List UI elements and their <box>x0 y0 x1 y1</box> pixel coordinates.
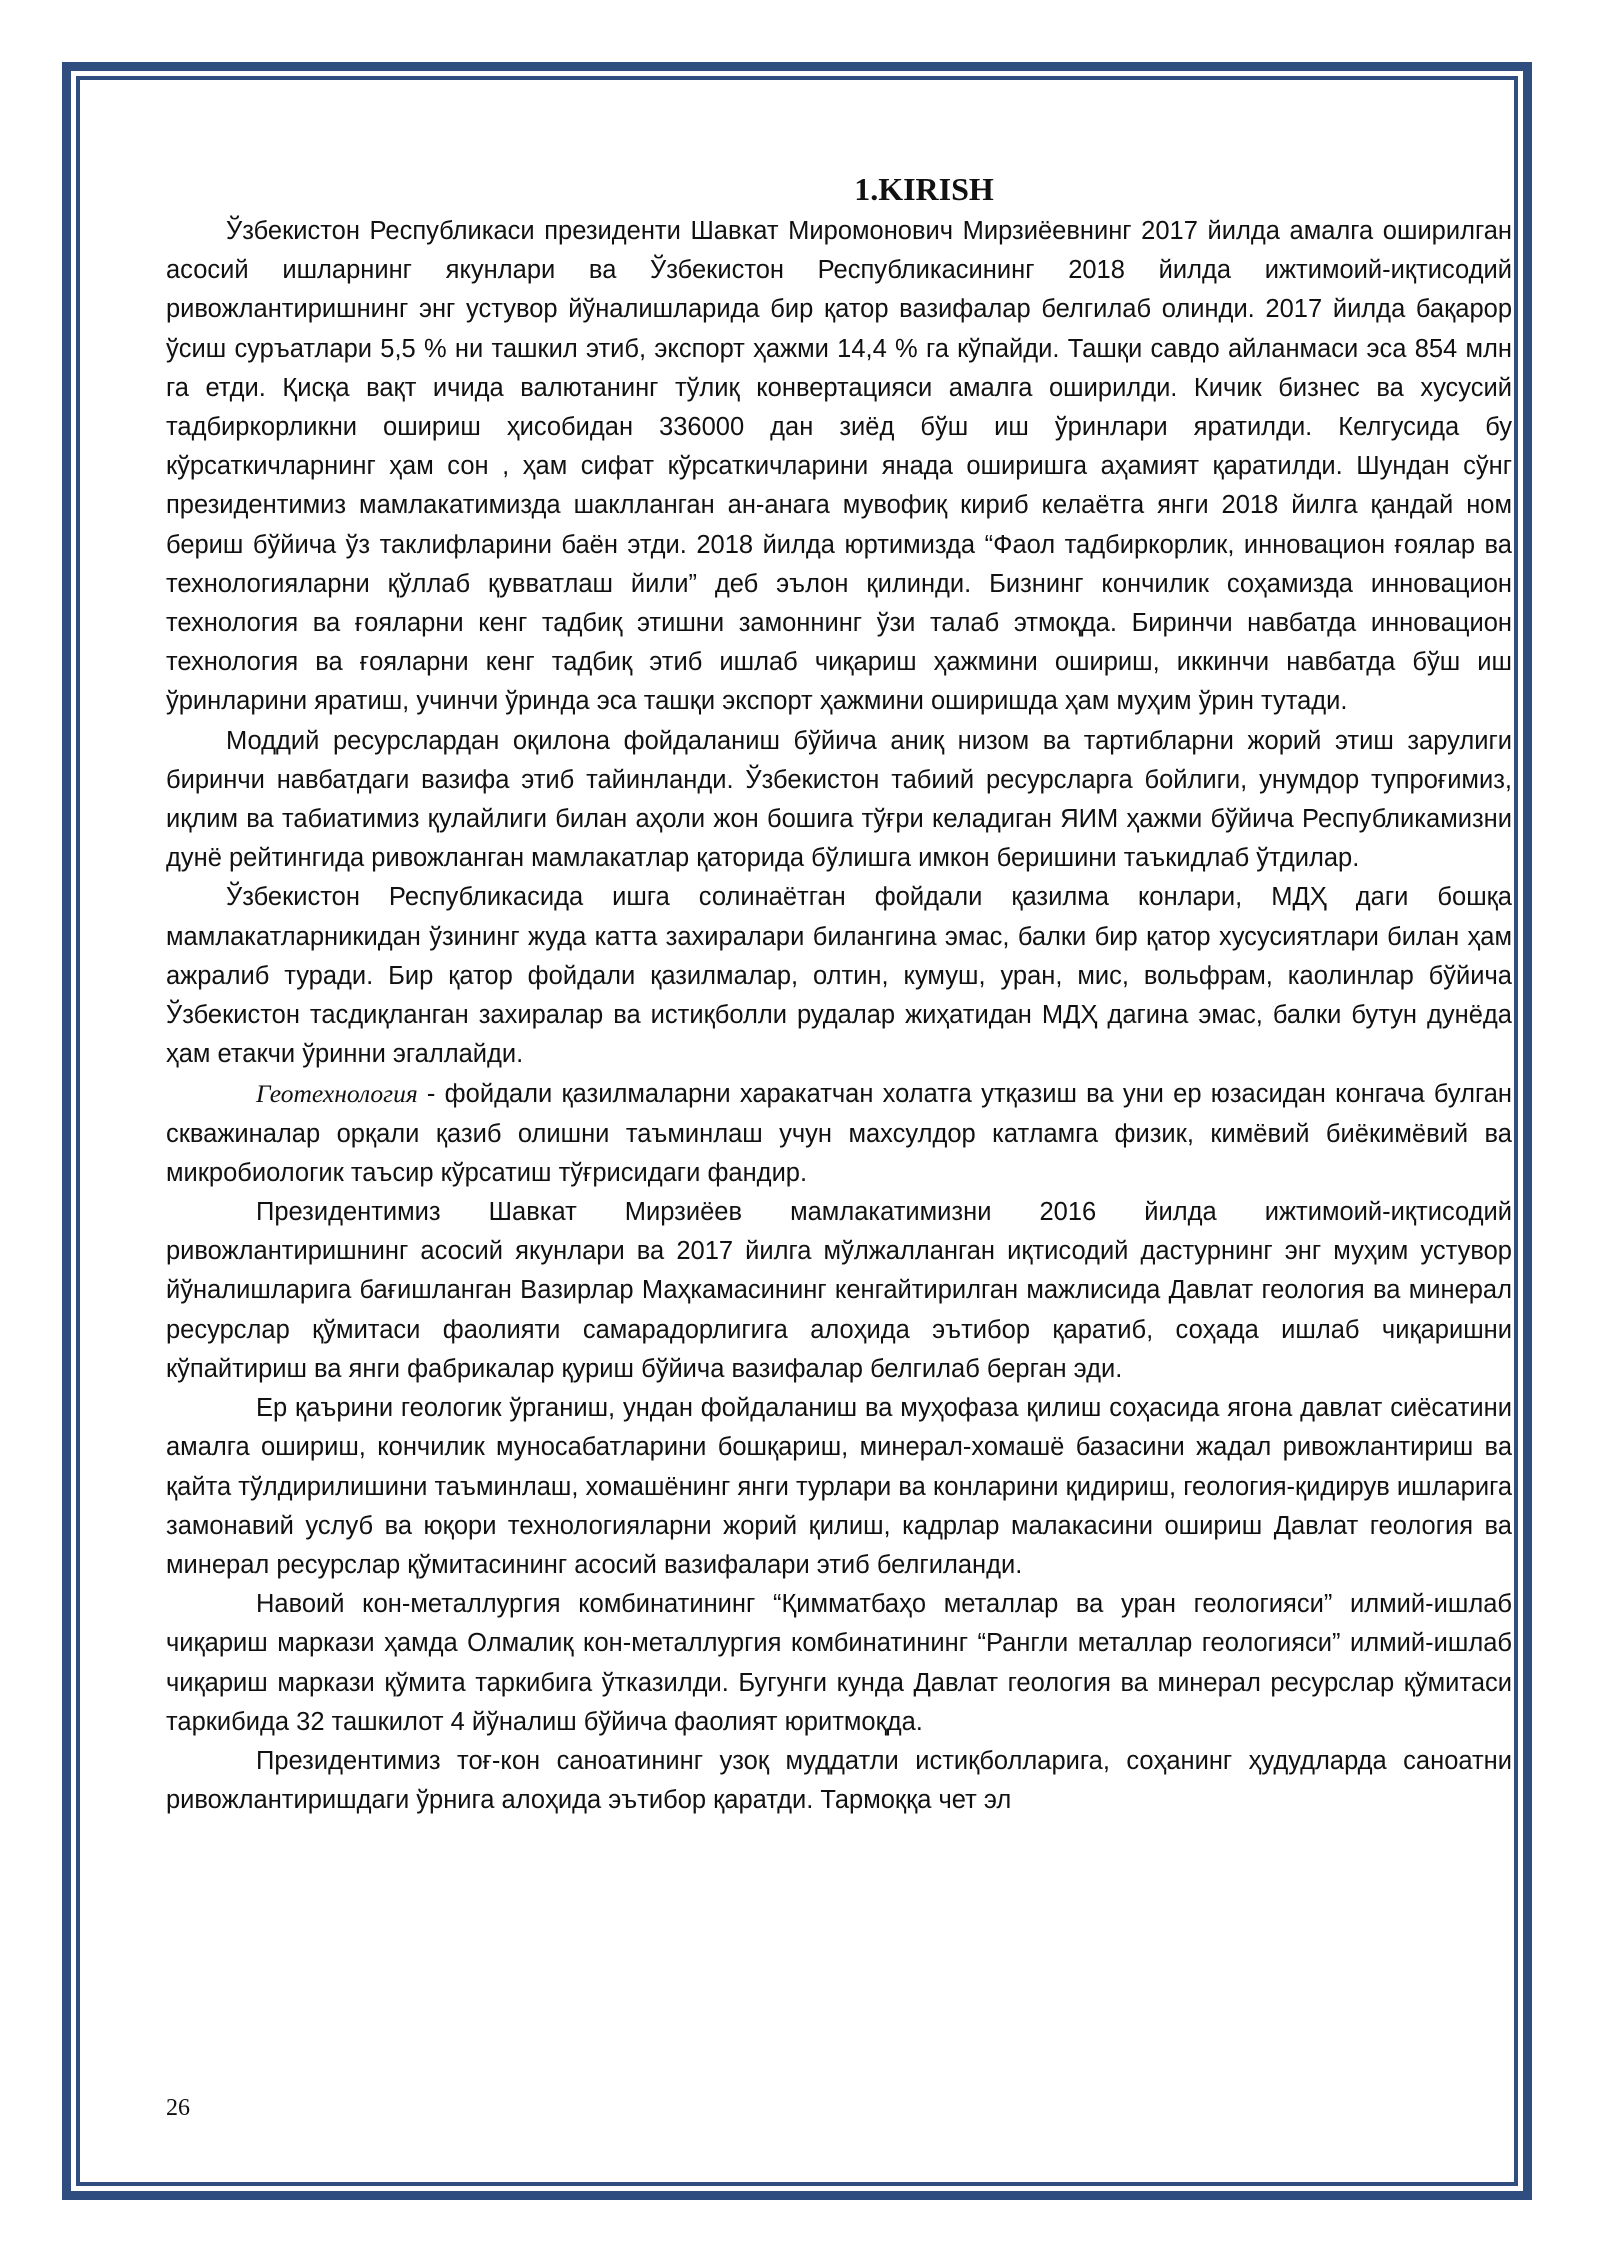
paragraph-intro: Ўзбекистон Республикаси президенти Шавкат Миромонович Мирзиёевнинг 2017 йилда амалга оширилган асосий ишларнинг якунлари ва Ўзбекистон Республикасининг 2018 йилда ижтимоий-иқтисодий ривожлантиришнинг энг устувор йўналишларида бир қатор вазифалар белгилаб олинди. 2017 йилда бақарор ўсиш суръатлари 5,5 % ни ташкил этиб, экспорт ҳажми 14,4 % га кўпайди. Ташқи савдо айланмаси эса 854 млн га етди. Қисқа вақт ичида валютанинг тўлиқ конвертацияси амалга оширилди. Кичик бизнес ва хусусий тадбиркорликни ошириш ҳисобидан 336000 дан зиёд бўш иш ўринлари яратилди. Келгусида бу кўрсаткичларнинг ҳам сон , ҳам сифат кўрсаткичларини янада оширишга аҳамият қаратилди. Шундан сўнг президентимиз мамлакатимизда шаклланган ан-анага мувофиқ кириб келаётга янги 2018 йилга қандай ном бериш бўйича ўз таклифларини баён этди. 2018 йилда юртимизда “Фаол тадбиркорлик, инновацион ғоялар ва технологияларни қўллаб қувватлаш йили” деб эълон қилинди. Бизнинг кончилик соҳамизда инновацион технология ва ғояларни кенг тадбиқ этишни замоннинг ўзи талаб этмоқда. Биринчи навбатда инновацион технология ва ғояларни кенг тадбиқ этиб ишлаб чиқариш ҳажмини ошириш, иккинчи навбатда бўш иш ўринларини яратиш, учинчи ўринда эса ташқи экспорт ҳажмини оширишда ҳам муҳим ўрин тутади. <box>166 217 1512 716</box>
paragraph-navoi: Навоий кон-металлургия комбинатининг “Қимматбаҳо металлар ва уран геологияси” илмий-ишлаб чиқариш маркази ҳамда Олмалиқ кон-металлургия комбинатининг “Рангли металлар геологияси” илмий-ишлаб чиқариш маркази қўмита таркибига ўтказилди. Бугунги кунда Давлат геология ва минерал ресурслар қўмитаси таркибида 32 ташкилот 4 йўналиш бўйича фаолият юритмоқда. <box>166 1590 1512 1736</box>
paragraph-committee-tasks: Ер қаърини геологик ўрганиш, ундан фойдаланиш ва муҳофаза қилиш соҳасида ягона давлат сиёсатини амалга ошириш, кончилик муносабатларини бошқариш, минерал-хомашё базасини жадал ривожлантириш ва қайта тўлдирилишини таъминлаш, хомашёнинг янги турлари ва конларини қидириш, геология-қидирув ишларига замонавий услуб ва юқори технологияларни жорий қилиш, кадрлар малакасини ошириш Давлат геология ва минерал ресурслар қўмитасининг асосий вазифалари этиб белгиланди. <box>166 1394 1512 1579</box>
term-definition: фойдали қазилмаларни харакатчан холатга утқазиш ва уни ер юзасидан конгача булган скважиналар орқали қазиб олишни таъминлаш учун махсулдор катламга физик, кимёвий биёкимёвий ва микробиологик таъсир кўрсатиш тўғрисидаги фандир. <box>166 1080 1512 1187</box>
document-body <box>166 168 1512 1820</box>
paragraph-resources: Моддий ресурслардан оқилона фойдаланиш бўйича аниқ низом ва тартибларни жорий этиш зарулиги биринчи навбатдаги вазифа этиб тайинланди. Ўзбекистон табиий ресурсларга бойлиги, унумдор тупроғимиз, иқлим ва табиатимиз қулайлиги билан аҳоли жон бошига тўғри келадиган ЯИМ ҳажми бўйича Республикамизни дунё рейтингида ривожланган мамлакатлар қаторида бўлишга имкон беришини таъкидлаб ўтдилар. <box>166 726 1512 873</box>
paragraph-geotechnology <box>166 1074 1512 1193</box>
paragraph-mining-industry: Президентимиз тоғ-кон саноатининг узоқ муддатли истиқболларига, соҳанинг ҳудудларда саноатни ривожлантиришдаги ўрнига алоҳида эътибор қаратди. Тармоққа чет эл <box>166 1746 1512 1815</box>
paragraph-president-meeting: Президентимиз Шавкат Мирзиёев мамлакатимизни 2016 йилда ижтимоий-иқтисодий ривожлантиришнинг асосий якунлари ва 2017 йилга мўлжалланган иқтисодий дастурнинг энг муҳим устувор йўналишларига бағишланган Вазирлар Маҳкамасининг кенгайтирилган мажлисида Давлат геология ва минерал ресурслар қўмитаси фаолияти самарадорлигига алоҳида эътибор қаратиб, соҳада ишлаб чиқаришни кўпайтириш ва янги фабрикалар қуриш бўйича вазифалар белгилаб берган эди. <box>166 1198 1512 1383</box>
term-separator: - <box>417 1080 445 1109</box>
page-number: 26 <box>166 2095 190 2121</box>
term-geotechnology: Геотехнология <box>256 1079 418 1109</box>
section-title: 1.KIRISH <box>854 171 994 207</box>
paragraph-deposits: Ўзбекистон Республикасида ишга солинаётган фойдали қазилма конлари, МДҲ даги бошқа мамлакатларникидан ўзининг жуда катта захиралари билангина эмас, балки бир қатор хусусиятлари билан ҳам ажралиб туради. Бир қатор фойдали қазилмалар, олтин, кумуш, уран, мис, вольфрам, каолинлар бўйича Ўзбекистон тасдиқланган захиралар ва истиқболли рудалар жиҳатидан МДҲ дагина эмас, балки бутун дунёда ҳам етакчи ўринни эгаллайди. <box>166 883 1512 1069</box>
